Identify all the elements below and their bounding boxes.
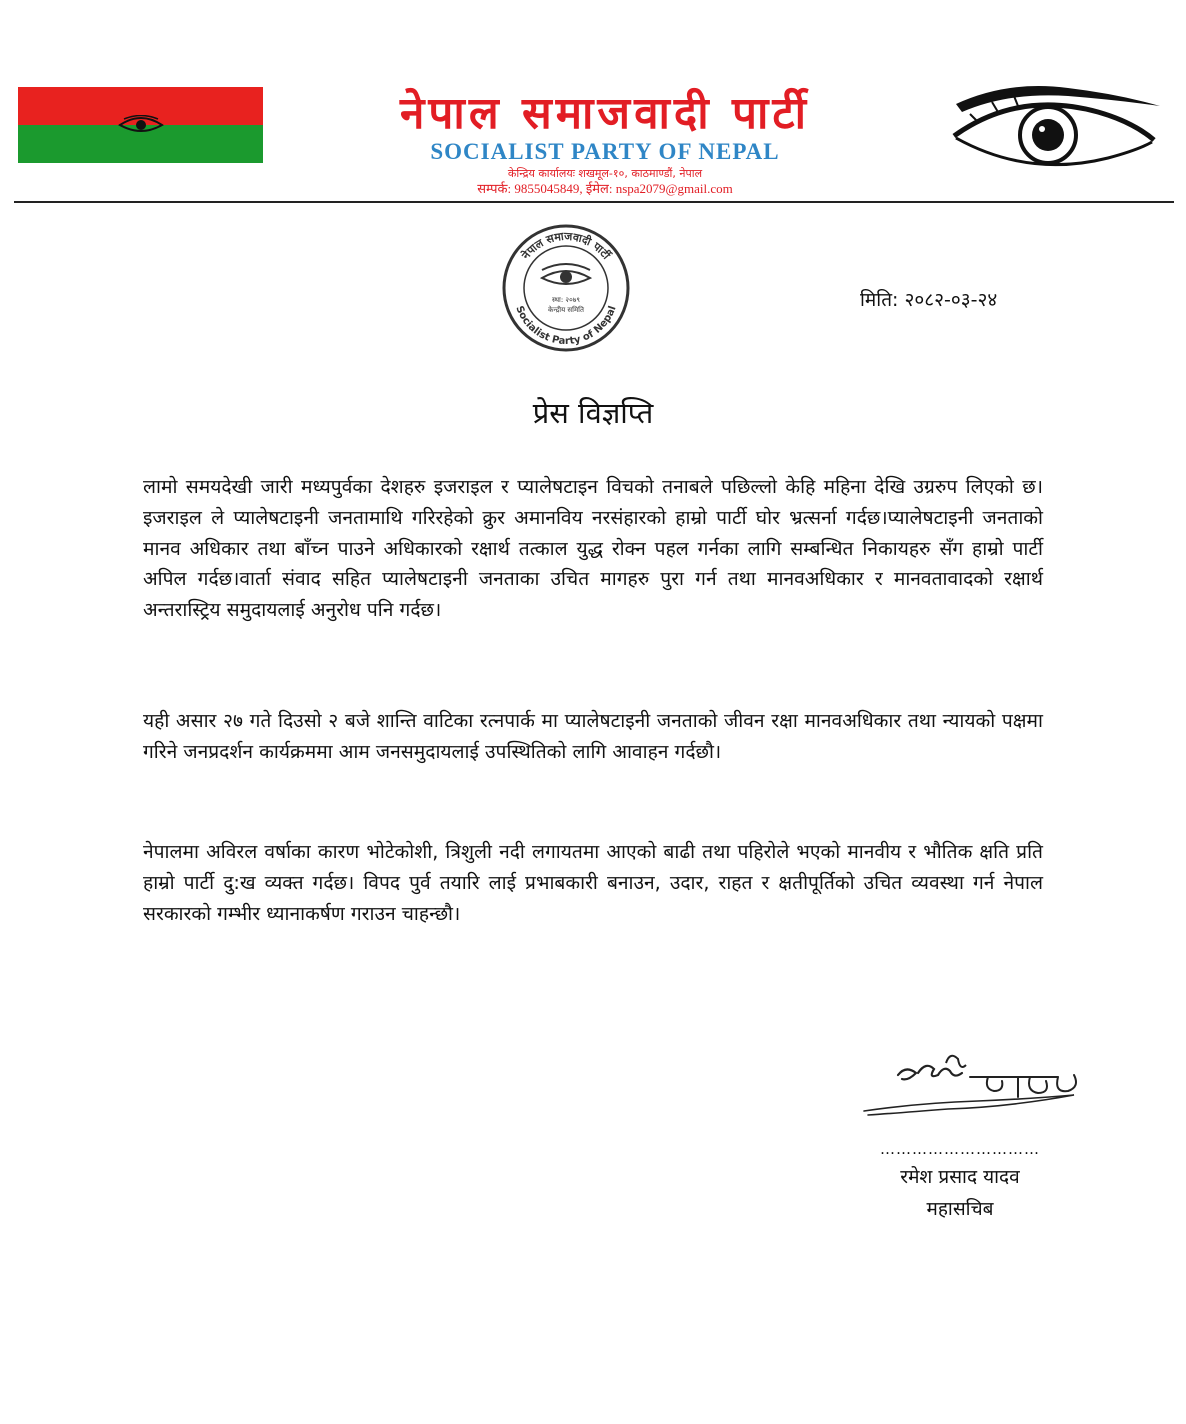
signature-line: ………………………… [880,1140,1040,1158]
paragraph-3: नेपालमा अविरल वर्षाका कारण भोटेकोशी, त्रिशुली नदी लगायतमा आएको बाढी तथा पहिरोले भएको मानवीय र भौतिक क्षति प्रति हाम्रो पार्टी दु:ख व्यक्त गर्दछ। विपद पुर्व तयारि लाई प्रभाबकारी बनाउन, उदार, राहत र क्षतीपूर्तिको उचित व्यवस्था गर्न नेपाल सरकारको गम्भीर ध्यानाकर्षण गराउन चाहन्छौ। [143,840,1043,925]
seal-top-text: नेपाल समाजवादी पार्टी [519,229,613,262]
signer-designation: महासचिब [926,1198,994,1220]
party-logo-eye-icon [948,82,1166,182]
seal-eye-icon [542,264,590,284]
handwritten-signature [858,1045,1098,1125]
flag-eye-icon [118,115,164,135]
document-date: मिति: २०८२-०३-२४ [860,289,998,311]
office-address: केन्द्रिय कार्यालयः शखमूल-१०, काठमाण्डौं, नेपाल [507,167,703,180]
contact-line: सम्पर्क: 9855045849, ईमेल: nspa2079@gmail.com [477,181,733,196]
party-seal [500,222,632,354]
seal-established: स्था: २०७९ [551,296,581,304]
paragraph-1: लामो समयदेखी जारी मध्यपुर्वका देशहरु इजराइल र प्यालेषटाइन विचको तनाबले पछिल्लो केहि महिना देखि उग्ररुप लिएको छ।इजराइल ले प्यालेषटाइनी जनतामाथि गरिरहेको क्रुर अमानविय नरसंहारको हाम्रो पार्टी घोर भ्रत्सर्ना गर्दछ।प्यालेषटाइनी जनताको मानव अधिकार तथा बाँच्न पाउने अधिकारको रक्षार्थ तत्काल युद्ध रोक्न पहल गर्नका लागि सम्बन्धित निकायहरु सँग हाम्रो पार्टी अपिल गर्दछ।वार्ता संवाद सहित प्यालेषटाइनी जनताका उचित मागहरु पुरा गर्न तथा मानवअधिकार र मानवतावादको रक्षार्थ अन्तरास्ट्रिय समुदायलाई अनुरोध पनि गर्दछ। [143,475,1043,622]
signer-name: रमेश प्रसाद यादव [900,1166,1020,1188]
seal-committee: केन्द्रीय समिति [548,306,584,314]
seal-bottom-text: Socialist Party of Nepal [513,304,619,348]
header-divider [14,201,1174,203]
paragraph-2: यही असार २७ गते दिउसो २ बजे शान्ति वाटिका रत्नपार्क मा प्यालेषटाइनी जनताको जीवन रक्षा मानवअधिकार तथा न्यायको पक्षमा गरिने जनप्रदर्शन कार्यक्रममा आम जनसमुदायलाई उपस्थितिको लागि आवाहन गर्दछौ। [143,709,1043,763]
document-title: प्रेस विज्ञप्ति [532,396,654,430]
party-name-english: SOCIALIST PARTY OF NEPAL [430,139,780,164]
party-flag [18,87,263,163]
party-name-nepali: नेपाल समाजवादी पार्टी [400,88,810,139]
